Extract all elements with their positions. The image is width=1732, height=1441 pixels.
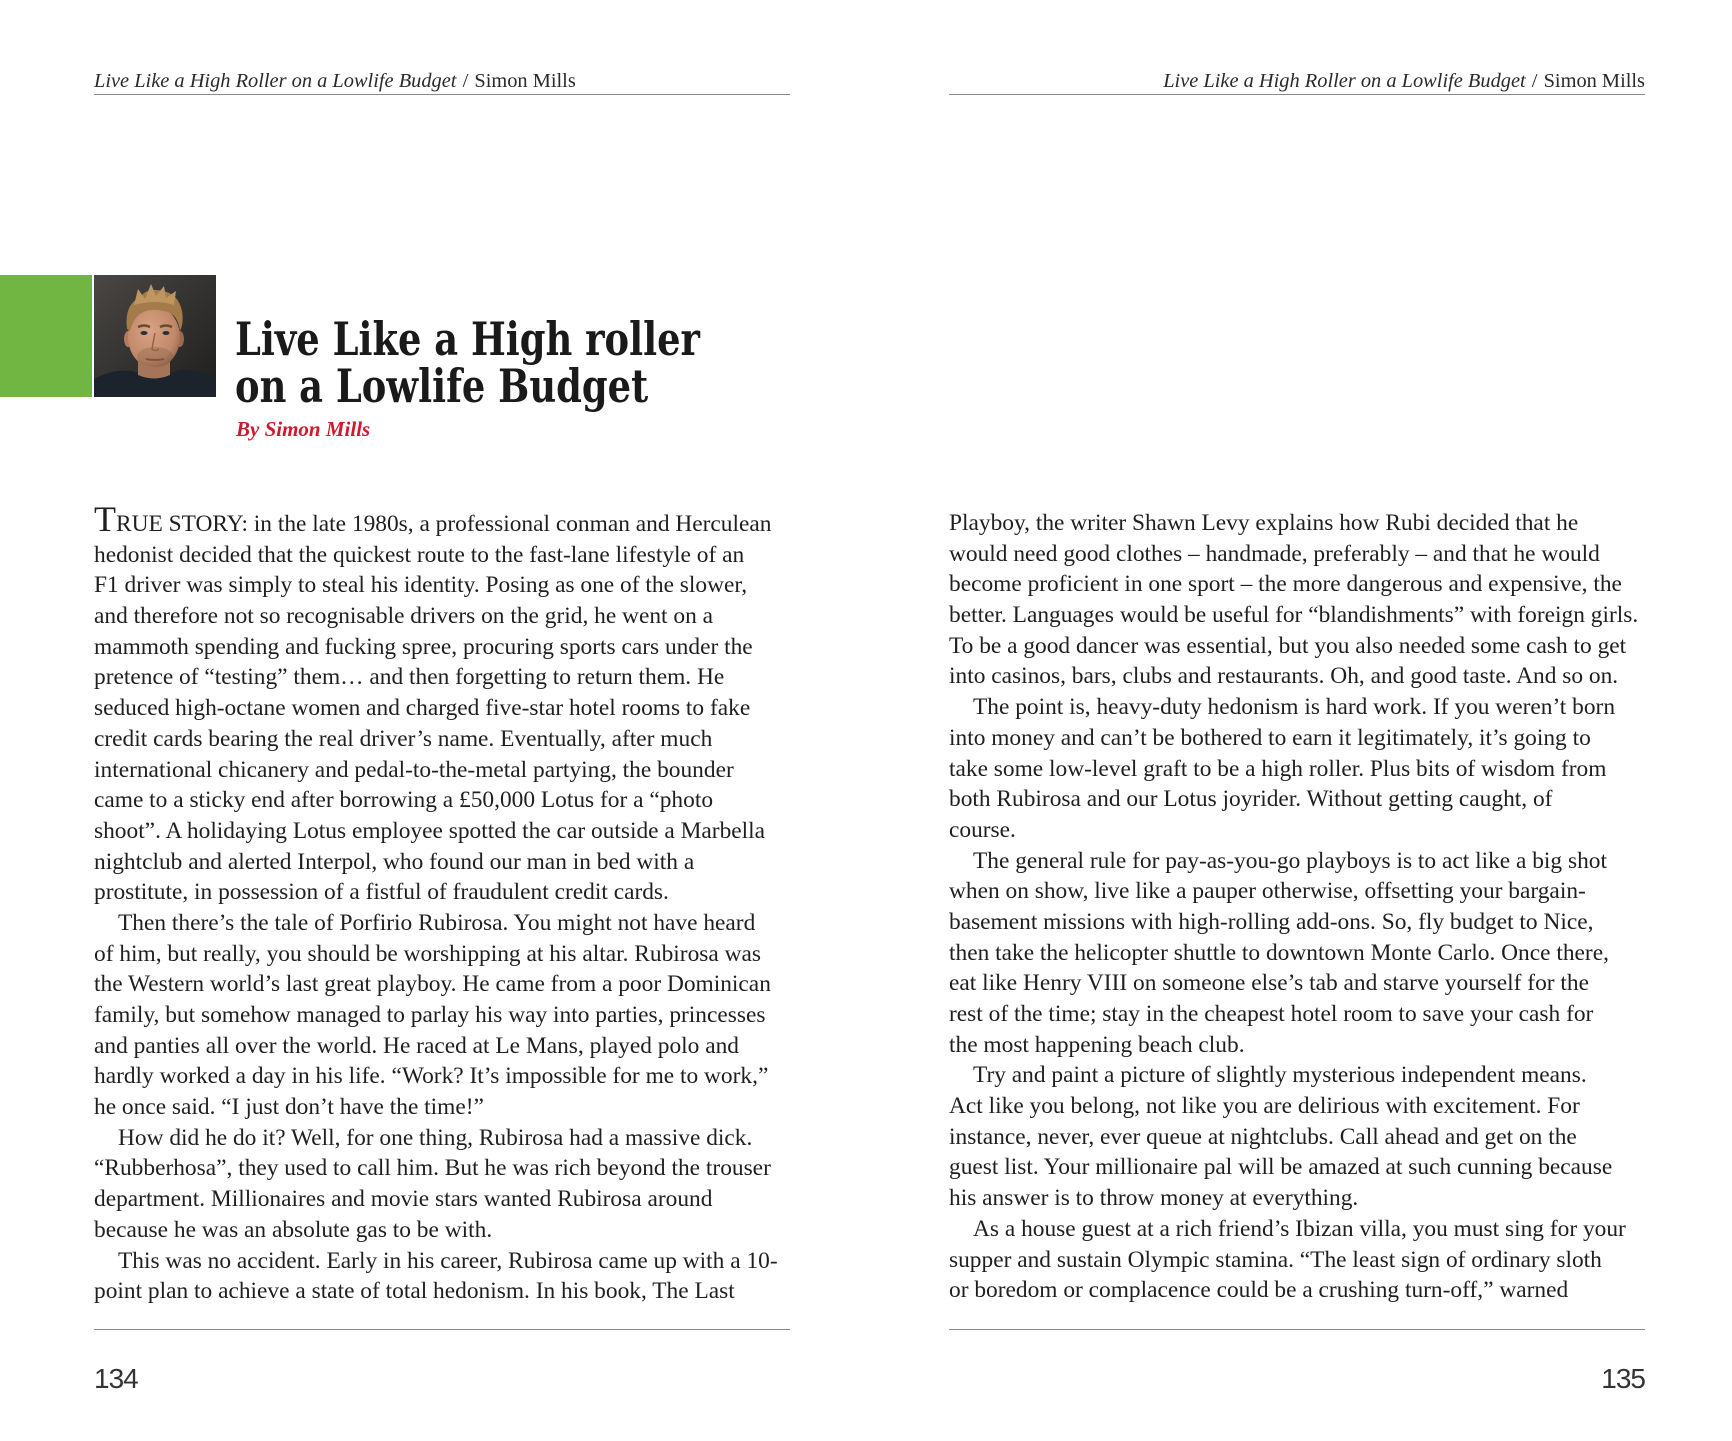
body-column-right [949, 508, 1649, 1306]
text-line [949, 1091, 1649, 1122]
text-line-content: better. Languages would be useful for “blandishments” with foreign girls. [949, 602, 1639, 629]
photo-mouth [146, 359, 164, 360]
text-line [949, 723, 1649, 754]
text-line [94, 632, 794, 663]
body-paragraph [94, 908, 794, 1123]
text-line-content: become proficient in one sport – the more dangerous and expensive, the [949, 571, 1622, 598]
body-paragraph [94, 1246, 794, 1307]
text-line-content: and panties all over the world. He raced at Le Mans, played polo and [94, 1032, 739, 1059]
text-line [949, 1183, 1649, 1214]
running-head-book-title: Live Like a High Roller on a Lowlife Budget [94, 70, 457, 92]
text-line [949, 815, 1649, 846]
text-line-content: or boredom or complacence could be a crushing turn-off,” warned [949, 1277, 1569, 1304]
text-line [94, 601, 794, 632]
text-line-content: nightclub and alerted Interpol, who found our man in bed with a [94, 848, 695, 875]
text-line-content: hardly worked a day in his life. “Work? It’s impossible for me to work,” [94, 1063, 769, 1090]
text-line [94, 499, 794, 540]
text-line [949, 1275, 1649, 1306]
running-head-book-title: Live Like a High Roller on a Lowlife Budget [1163, 70, 1526, 92]
text-line [949, 539, 1649, 570]
byline: By Simon Mills [236, 417, 371, 441]
text-line [949, 938, 1649, 969]
text-line-content: The general rule for pay-as-you-go playboys is to act like a big shot [973, 847, 1607, 874]
photo-eye-right [163, 331, 170, 335]
text-line-content: “Rubberhosa”, they used to call him. But he was rich beyond the trouser [94, 1155, 771, 1182]
text-line-content: guest list. Your millionaire pal will be amazed at such cunning because [949, 1154, 1613, 1181]
text-line-content: and therefore not so recognisable drivers on the grid, he went on a [94, 603, 713, 630]
right-page [866, 0, 1732, 1441]
text-line-content: of him, but really, you should be worshipping at his altar. Rubirosa was [94, 940, 761, 967]
page-number: 135 [1601, 1363, 1645, 1394]
text-line-content: course. [949, 816, 1016, 843]
text-line [949, 692, 1649, 723]
page-number: 134 [94, 1363, 138, 1394]
title-line-2: on a Lowlife Budget [235, 359, 649, 413]
text-line-content: into casinos, bars, clubs and restaurants. Oh, and good taste. And so on. [949, 663, 1619, 690]
text-line-content: How did he do it? Well, for one thing, Rubirosa had a massive dick. [118, 1124, 753, 1151]
text-line-content: As a house guest at a rich friend’s Ibizan villa, you must sing for your [973, 1215, 1626, 1242]
text-line-content: both Rubirosa and our Lotus joyrider. Without getting caught, of [949, 786, 1553, 813]
text-line [949, 1214, 1649, 1245]
text-line [949, 1122, 1649, 1153]
footer-rule [94, 1329, 790, 1330]
text-line [949, 1245, 1649, 1276]
text-line [94, 570, 794, 601]
text-line-content: instance, never, ever queue at nightclubs. Call ahead and get on the [949, 1123, 1577, 1150]
text-line [949, 876, 1649, 907]
text-line-content: he once said. “I just don’t have the time!” [94, 1094, 484, 1121]
text-line [949, 600, 1649, 631]
text-line-content: To be a good dancer was essential, but you also needed some cash to get [949, 632, 1627, 659]
text-line [94, 877, 794, 908]
text-line [94, 1246, 794, 1277]
author-photo [94, 275, 216, 397]
text-line [94, 1123, 794, 1154]
text-line-content: Playboy, the writer Shawn Levy explains how Rubi decided that he [949, 510, 1579, 536]
text-line-content: the most happening beach club. [949, 1031, 1245, 1058]
text-line-content: basement missions with high-rolling add-ons. So, fly budget to Nice, [949, 908, 1594, 935]
text-line [949, 999, 1649, 1030]
text-line [94, 1215, 794, 1246]
text-line [94, 1000, 794, 1031]
text-line-content: F1 driver was simply to steal his identity. Posing as one of the slower, [94, 572, 748, 599]
title-line-1: Live Like a High roller [235, 312, 700, 366]
header-rule [949, 94, 1645, 95]
text-line-content: shoot”. A holidaying Lotus employee spotted the car outside a Marbella [94, 817, 766, 844]
text-line [94, 847, 794, 878]
body-paragraph [949, 1214, 1649, 1306]
text-line-content: point plan to achieve a state of total hedonism. In his book, The Last [94, 1278, 735, 1305]
text-line [949, 661, 1649, 692]
running-head-author: Simon Mills [474, 70, 576, 92]
text-line-content: family, but somehow managed to parlay his way into parties, princesses [94, 1002, 766, 1028]
body-column-left [94, 499, 794, 1307]
text-line-content: because he was an absolute gas to be with. [94, 1216, 493, 1243]
text-line [94, 1153, 794, 1184]
header-rule [94, 94, 790, 95]
running-head-author: Simon Mills [1543, 70, 1645, 92]
text-line-content: pretence of “testing” them… and then forgetting to return them. He [94, 664, 725, 691]
text-line [94, 662, 794, 693]
text-line [94, 908, 794, 939]
text-line-content: eat like Henry VIII on someone else’s tab and starve yourself for the [949, 970, 1589, 997]
text-line-content: The point is, heavy-duty hedonism is hard work. If you weren’t born [973, 694, 1616, 721]
text-line [949, 1060, 1649, 1091]
text-line-content: his answer is to throw money at everything. [949, 1185, 1359, 1212]
text-line-content: would need good clothes – handmade, preferably – and that he would [949, 540, 1600, 567]
text-line-content: Try and paint a picture of slightly mysterious independent means. [973, 1062, 1587, 1089]
text-line [94, 1031, 794, 1062]
text-line-content: the Western world’s last great playboy. He came from a poor Dominican [94, 971, 771, 998]
text-line [94, 693, 794, 724]
text-line [949, 846, 1649, 877]
running-head [94, 69, 790, 93]
footer-rule [949, 1329, 1645, 1330]
text-line-content: mammoth spending and fucking spree, procuring sports cars under the [94, 633, 753, 660]
text-line [94, 540, 794, 571]
text-line [94, 1276, 794, 1307]
text-line-content: prostitute, in possession of a fistful of fraudulent credit cards. [94, 879, 669, 906]
text-line [949, 784, 1649, 815]
text-line [94, 755, 794, 786]
body-paragraph [949, 1060, 1649, 1213]
text-line-content: This was no accident. Early in his career, Rubirosa came up with a 10- [118, 1247, 778, 1274]
text-line-content: department. Millionaires and movie stars wanted Rubirosa around [94, 1186, 713, 1213]
article-title [235, 312, 816, 413]
running-head-separator: / [462, 70, 469, 92]
text-line [94, 1092, 794, 1123]
body-paragraph [949, 508, 1649, 692]
text-line-content: rest of the time; stay in the cheapest hotel room to save your cash for [949, 1001, 1594, 1027]
text-line [949, 754, 1649, 785]
text-line [949, 508, 1649, 539]
body-paragraph [949, 692, 1649, 845]
text-line-content: into money and can’t be bothered to earn it legitimately, it’s going to [949, 724, 1591, 751]
accent-green-block [0, 275, 92, 397]
text-line-content: then take the helicopter shuttle to downtown Monte Carlo. Once there, [949, 939, 1609, 966]
text-line-content: in the late 1980s, a professional conman and Herculean [253, 511, 772, 537]
text-line [94, 1061, 794, 1092]
photo-eye-left [141, 331, 148, 335]
body-paragraph [949, 846, 1649, 1061]
body-paragraph [94, 499, 794, 908]
text-line [949, 569, 1649, 600]
text-line-content: credit cards bearing the real driver’s name. Eventually, after much [94, 725, 713, 752]
text-line-content: seduced high-octane women and charged five-star hotel rooms to fake [94, 695, 751, 722]
text-line [94, 1184, 794, 1215]
text-line [94, 816, 794, 847]
text-line [94, 969, 794, 1000]
body-paragraph [94, 1123, 794, 1246]
text-line-content: Act like you belong, not like you are delirious with excitement. For [949, 1093, 1580, 1120]
text-line-content: came to a sticky end after borrowing a £50,000 Lotus for a “photo [94, 787, 714, 814]
text-line [949, 907, 1649, 938]
lead-in: TRUE STORY: [94, 499, 248, 539]
text-line [94, 724, 794, 755]
text-line-content: international chicanery and pedal-to-the-metal partying, the bounder [94, 756, 734, 783]
text-line [94, 785, 794, 816]
text-line-content: Then there’s the tale of Porfirio Rubirosa. You might not have heard [118, 909, 756, 936]
text-line [94, 939, 794, 970]
text-line [949, 1152, 1649, 1183]
running-head [949, 69, 1645, 93]
text-line-content: supper and sustain Olympic stamina. “The least sign of ordinary sloth [949, 1246, 1602, 1273]
text-line-content: hedonist decided that the quickest route to the fast-lane lifestyle of an [94, 541, 745, 568]
text-line-content: when on show, live like a pauper otherwise, offsetting your bargain- [949, 878, 1586, 905]
text-line [949, 968, 1649, 999]
running-head-separator: / [1531, 70, 1538, 92]
text-line-content: take some low-level graft to be a high roller. Plus bits of wisdom from [949, 755, 1607, 782]
text-line [949, 631, 1649, 662]
text-line [949, 1030, 1649, 1061]
